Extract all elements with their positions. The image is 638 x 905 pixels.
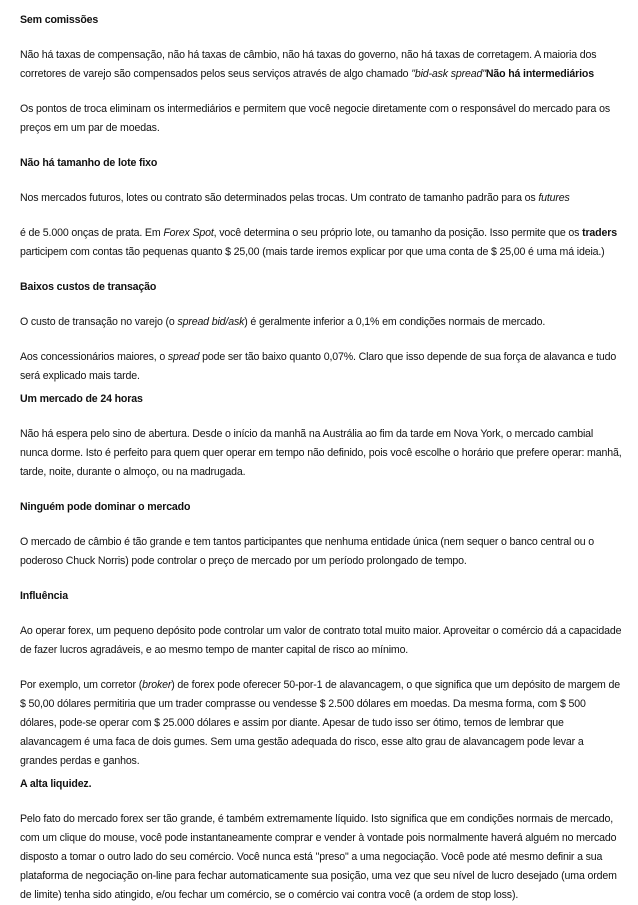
paragraph-custo-transacao — [20, 313, 622, 332]
paragraph-influencia: Ao operar forex, um pequeno depósito pode controlar um valor de contrato total muito maior. Aproveitar o comércio dá a capacidade de fazer lucros agradáveis, e ao mesmo tempo de manter capital de risco ao mínimo. — [20, 625, 622, 656]
text-run: O custo de transação no varejo (o — [20, 316, 178, 328]
paragraph-intermediarios: Os pontos de troca eliminam os intermediários e permitem que você negocie diretamente com o responsável do mercado para os preços em um par de moedas. — [20, 103, 610, 134]
italic-term: futures — [538, 192, 570, 204]
text-run: participem com contas tão pequenas quanto $ 25,00 (mais tarde iremos explicar por que uma conta de $ 25,00 é uma má ideia.) — [20, 246, 605, 258]
paragraph-forex-spot — [20, 224, 622, 262]
heading-alta-liquidez: A alta liquidez. — [20, 778, 92, 790]
paragraph-exemplo-alavancagem — [20, 676, 622, 771]
text-run: Por exemplo, um corretor ( — [20, 679, 143, 691]
heading-dominar-mercado: Ninguém pode dominar o mercado — [20, 501, 191, 513]
italic-term: spread — [167, 351, 200, 363]
text-run: ) é geralmente inferior a 0,1% em condições normais de mercado. — [244, 316, 546, 328]
bold-term: traders — [582, 227, 617, 239]
heading-sem-comissoes: Sem comissões — [20, 14, 99, 26]
text-run: pode ser tão baixo quanto 0,07%. Claro que isso depende de sua força de alavanca e tudo será explicado mais tarde. — [20, 351, 617, 382]
italic-term: broker — [142, 679, 172, 691]
text-run: , você determina o seu próprio lote, ou tamanho da posição. Isso permite que os — [213, 227, 583, 239]
paragraph-sem-comissoes — [20, 46, 622, 84]
paragraph-concessionarios — [20, 348, 622, 386]
italic-term: "bid-ask spread" — [411, 68, 486, 80]
text-run: Não há taxas de compensação, não há taxas de câmbio, não há taxas do governo, não há taxas de corretagem. A maioria dos corretores de varejo são compensados pelos seus serviços através de algo chamado — [20, 49, 597, 80]
text-run: ) de forex pode oferecer 50-por-1 de alavancagem, o que significa que um depósito de margem de $ 50,00 dólares permitiria que um trader comprasse ou vendesse $ 2.500 dólares em moedas. Da mesma forma, com $ 500 dólares, pode-se operar com $ 25.000 dólares e assim por diante. Apesar de tudo isso ser ótimo, temos de lembrar que alavancagem é uma faca de dois gumes. Sem uma gestão adequada do risco, esse alto grau de alavancagem pode levar a grandes perdas e ganhos. — [20, 679, 621, 767]
paragraph-dominar-mercado: O mercado de câmbio é tão grande e tem tantos participantes que nenhuma entidade única (nem sequer o banco central ou o poderoso Chuck Norris) pode controlar o preço de mercado por um período prolongado de tempo. — [20, 536, 595, 567]
paragraph-alta-liquidez: Pelo fato do mercado forex ser tão grande, é também extremamente líquido. Isto significa que em condições normais de mercado, com um clique do mouse, você pode instantaneamente comprar e vender à vontade pois normalmente haverá alguém no mercado disposto a tomar o outro lado do seu comércio. Você nunca está "preso" a uma negociação. Você pode até mesmo definir a sua plataforma de negociação on-line para fechar automaticamente sua posição, uma vez que seu nível de lucro desejado (uma ordem de limite) tenha sido atingido, e/ou fechar um comércio, se o comércio vai contra você (a ordem de stop loss). — [20, 813, 617, 901]
heading-mercado-24-horas: Um mercado de 24 horas — [20, 393, 143, 405]
heading-tamanho-lote: Não há tamanho de lote fixo — [20, 157, 158, 169]
inline-heading-nao-ha-intermediarios: Não há intermediários — [485, 68, 594, 80]
text-run: é de 5.000 onças de prata. Em — [20, 227, 164, 239]
italic-term: Forex Spot — [163, 227, 214, 239]
heading-influencia: Influência — [20, 590, 68, 602]
text-run: Aos concessionários maiores, o — [20, 351, 168, 363]
paragraph-mercados-futuros — [20, 189, 622, 208]
paragraph-mercado-24-horas: Não há espera pelo sino de abertura. Desde o início da manhã na Austrália ao fim da tarde em Nova York, o mercado cambial nunca dorme. Isto é perfeito para quem quer operar em tempo não definido, pois você escolhe o horário que prefere operar: manhã, tarde, noite, durante o almoço, ou na madrugada. — [20, 428, 622, 478]
italic-term: spread bid/ask — [177, 316, 245, 328]
heading-custos-transacao: Baixos custos de transação — [20, 281, 157, 293]
text-run: Nos mercados futuros, lotes ou contrato são determinados pelas trocas. Um contrato de tamanho padrão para os — [20, 192, 539, 204]
